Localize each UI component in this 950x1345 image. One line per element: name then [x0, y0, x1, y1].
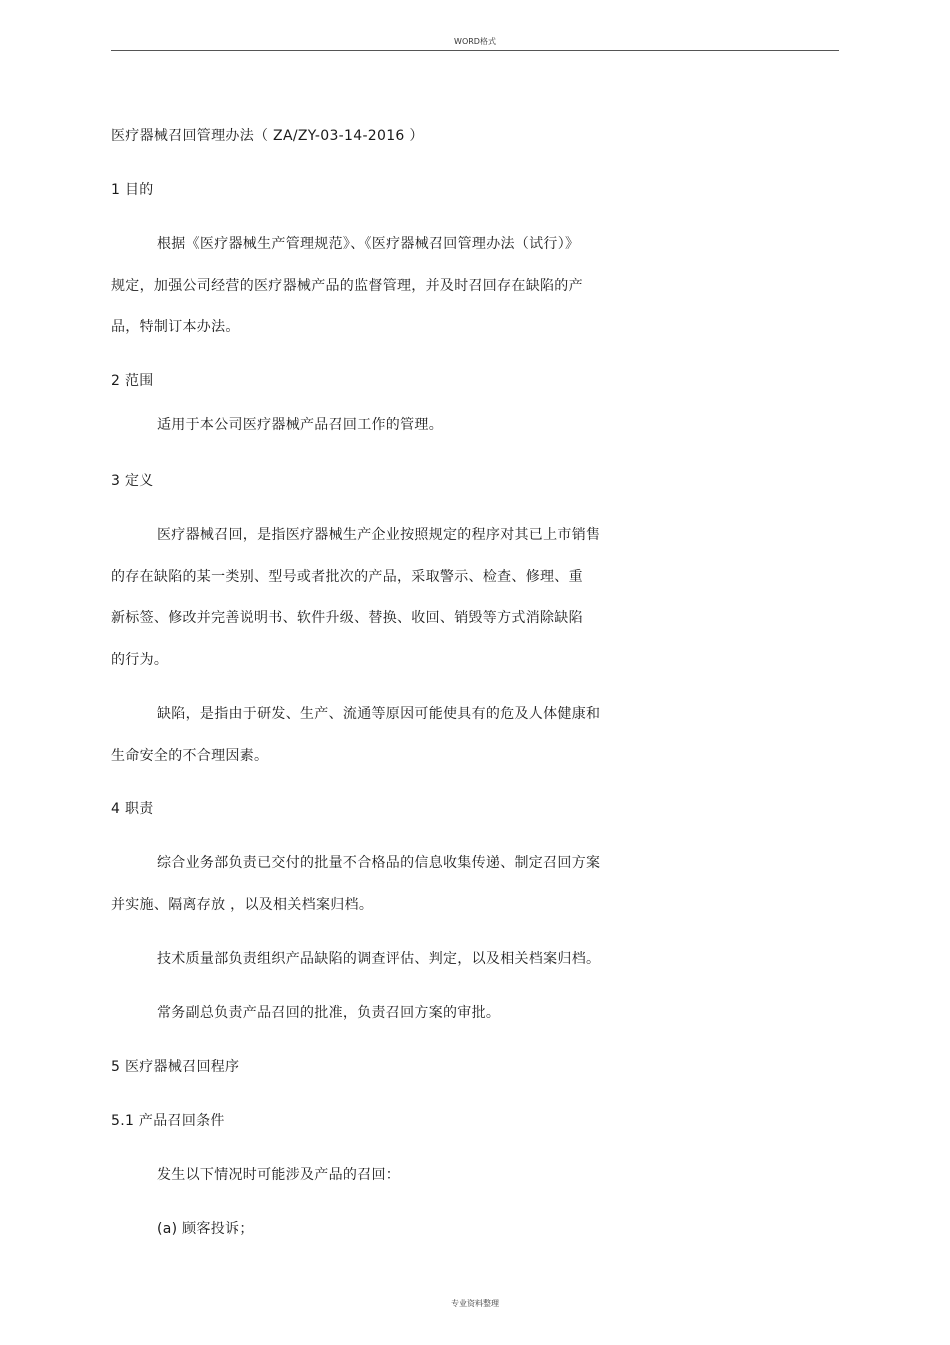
paragraph-line: 适用于本公司医疗器械产品召回工作的管理。 [157, 417, 443, 433]
page-footer: 专业资料整理 [451, 1299, 499, 1308]
document-title: 医疗器械召回管理办法（ ZA/ZY-03-14-2016 ） [111, 128, 424, 144]
paragraph-line: 缺陷，是指由于研发、生产、流通等原因可能使具有的危及人体健康和 [157, 706, 601, 722]
paragraph-line: 发生以下情况时可能涉及产品的召回： [157, 1167, 401, 1183]
paragraph-line: 根据《医疗器械生产管理规范》、《医疗器械召回管理办法（试行）》 [157, 236, 580, 252]
paragraph-line: 的存在缺陷的某一类别、型号或者批次的产品，采取警示、检查、修理、重 [111, 569, 583, 585]
paragraph-line: 医疗器械召回，是指医疗器械生产企业按照规定的程序对其已上市销售 [157, 527, 601, 543]
header-divider [111, 50, 839, 51]
paragraph-line: 规定，加强公司经营的医疗器械产品的监督管理，并及时召回存在缺陷的产 [111, 278, 583, 294]
subsection-heading-recall-conditions: 5.1 产品召回条件 [111, 1113, 225, 1129]
page-header: WORD格式 [454, 37, 496, 46]
paragraph-line: 综合业务部负责已交付的批量不合格品的信息收集传递、制定召回方案 [157, 855, 601, 871]
section-heading-definition: 3 定义 [111, 473, 154, 489]
section-heading-purpose: 1 目的 [111, 182, 154, 198]
paragraph-line: 新标签、修改并完善说明书、软件升级、替换、收回、销毁等方式消除缺陷 [111, 610, 583, 626]
section-heading-recall-procedure: 5 医疗器械召回程序 [111, 1059, 240, 1075]
section-heading-responsibilities: 4 职责 [111, 801, 154, 817]
paragraph-line: 技术质量部负责组织产品缺陷的调查评估、判定，以及相关档案归档。 [157, 951, 601, 967]
paragraph-line: 生命安全的不合理因素。 [111, 748, 269, 764]
paragraph-line: 常务副总负责产品召回的批准，负责召回方案的审批。 [157, 1005, 501, 1021]
list-item: (a) 顾客投诉； [157, 1221, 254, 1237]
paragraph-line: 的行为。 [111, 652, 169, 668]
section-heading-scope: 2 范围 [111, 373, 154, 389]
paragraph-line: 品，特制订本办法。 [111, 319, 240, 335]
paragraph-line: 并实施、隔离存放 ，以及相关档案归档。 [111, 897, 374, 913]
